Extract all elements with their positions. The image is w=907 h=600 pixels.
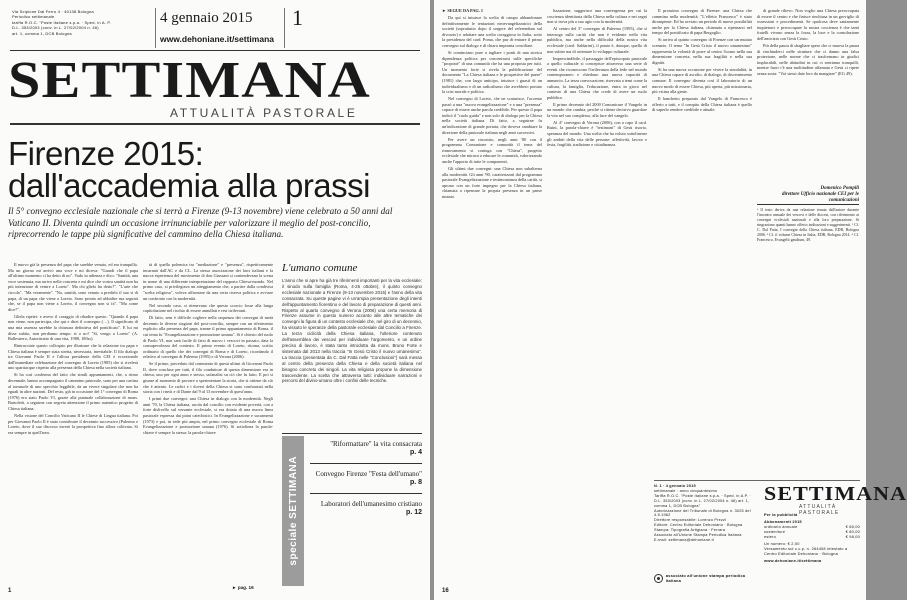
imprint-site[interactable]: www.dehoniane.it/settimana [764,558,822,563]
headline-line-1: Firenze 2015: [8,135,204,172]
toc-item-page: p. 8 [409,478,422,486]
toc-item-title: Laboratori dell'umanesimo cristiano [320,500,422,508]
signature-role: direttore Ufficio nazionale CEI per le comunicazioni [782,192,859,204]
issue-number: 1 [292,5,303,30]
header-divider-2 [284,8,285,48]
special-spine [282,436,304,586]
article-column-1: Il nuovo già la presenza del papa che sarebbe venuto, ed era tranquillo. Ma un giorno mi arrivò una voce e mi diceva: "Guardi che il papa all'ultimo momento ci ha detto di no". Vado in udienza e dico: "Santità, una voce sostenuta, ma arrivo nella concreta e mi dice che vostra santità non ha più intenzione di venire a Loreto". Ma chi glielo ha detto?". "L'arte che circola". "Ma veramente". "No, santità, sono venuto a predirlo il suo sì di papa, di un papa che viene a Loreto. Sono pronto ad ubbidire ma seguirà che, se il papa non viene a Loreto, il convegno non si fa". "Ma come dice?". Gliela ripetei: e avevo il coraggio di ribadire questo. "Quando il papa non viene, non partecipa, che qui e direi il convegno (…). Il significato di una mia assenza sarebbe la chiusura definitiva del pontificato". E lui mi disse subito, non perdiamo tempo: sì o no? "Sì, vengo a Loreto" (A. Ballestrero, Autoritratto di una vita, 1988, 180ss). Rintracciate questo colloquio per illustrare che la relazione tra papa e Chiesa italiana è sempre stata stretta, necessaria, inevitabile. Il filo dialogo tra Giovanni Paolo II e l'allora presidente della CEI è eccezionale dall'immediate celebrazione del convegno di Loreto (1985) che si rivelerà uno spartiacque rispetto alla presenza della Chiesa nella società italiana. Si ha così conferma del fatto che simili appuntamenti, che, a ritmo decennale, hanno accompagnato il cammino pastorale, sono per una cartina al tornasole di uno specchio leggibile, da un vivere singolare che non ha eguali in altre nazioni. Del resto, già in occasione del 1° convegno di Roma (1976) era stato Paolo VI, grazie alla puntuale collaborazione di mons. Bartoletti, a seguirne con segreta attenzione il primo autentico progetto di Chiesa italiana. Nella visione del Concilio Vaticano II le Chiese di Lingua italiana. Poi per Giovanni Paolo II è stato contribuire il decennio successivo (Palermo e Loreto, dove il suo discorso inverò la prospettiva fino allora coltivata. Si era sempre in quell'area. [8,262,138,435]
subscription-row: ordinario annuale € 65,00 [764,524,860,529]
article-column-1: ► SEGUE DA PAG. 1 Da qui si intuisce la scelta di campo abbandonare definitivamente le tentazioni neoevangelizzatrici della società (soprattutto dopo il sorgere del referendum sul divorzio) e adottare una scelta coraggiosa in Italia, sotto la presidenza del card. Poma, che pur di entrare il primo convegno sul dialogo e di chiara impronta conciliare. Si cominciano pure a tagliare i ponti di una storica dipendenza politica per concentrarsi sulle specifiche "proposte" di una comunità che ha una proposta per tutti. Un momento forte si rivela la pubblicazione del documento "La Chiesa italiana e le prospettive del paese" (1981) che, con largo anticipo, intuisce i guasti di un individualismo e di un radicalismo che avrebbero portato la crisi morale e politica. Nel convegno di Loreto, che ne scaturisce, l'accento passò a una "nuova evangelizzazione" e a una "presenza" capace di essere anche parola credibile. Per questo il papa indicò il "ruolo guida" e non solo di dialogo per la Chiesa nella società italiana. Di fatto, a seguirne fu un'indicazione di grande portata, che doveva cambiare la direzione della pastorale italiana negli anni successivi. Per avere un riscontro, negli anni '80 con il programma Comunione e comunità il tema del rinnovamento si coniuga con "Chiesa", progetto ecclesiale che mirava a educare le comunità, valorizzando anche l'apporto di tutte le componenti. Gli ultimi due convegni: una Chiesa non subalterna alla modernità. Gli anni '90, caratterizzati dal programma pastorale Evangelizzazione e testimonianza della carità, si aprono con un forte impegno per la Chiesa italiana, chiamata a ripensare la propria presenza in un paese mutato. [442,8,542,199]
toc-item[interactable] [310,470,422,487]
single-issue: Un numero: € 2,00 [764,541,800,546]
inside-page [434,0,907,600]
imprint-rule [654,480,860,481]
toc-item-title: "Riformattare" la vita consacrata [330,440,422,448]
article-column-2: tà di quella polemica tra "mediazione" e "presenza", rispettivamente incarnati dall'AC e da CL. La stessa associazione dei laici italiani e la nuova esperienza del movimento di don Giussani si contendevano la scena in nome di una differente interpretazione del rapporto Chiesa-mondo. Nel primo caso, si privilegiava un atteggiamento che, a partire dalla condivisa "scelta religiosa", voleva affrontare da una certa riserva politica e avviare un confronto con la modernità. Nel secondo caso, si ritenevano che questo scorcio fosse alla lunga capitolazione nel rischio di essere annullati e resi irrilevanti. Di fatto, sem è difficile cogliere nella sequenza dei convegni di metà decennio le diverse stagioni del post-concilio, sempre con un riferimento esplicito alla presenza del papa, tranne il primo appuntamento di Roma, il cui tema fu "Evangelizzazione e promozione umana". Si è chiesto del ruolo di Paolo VI, non sarà facile di farsi di nuovo i vescovi in passato, data la consapevolezza del contesto. Il primo evento di Loreto, ritorna, scritto ordinario di quello che dei convegni di Roma e di Loreto, ricordando il relativo al convegno di Palermo (1995) e di Verona (2006). Se il primo, preceduto dal commento di questi ultimi di Giovanni Paolo II, dove concluse per tutti, il filo conduttore di questa dimensione era in chiesa, uno per ogni anno e stesso, un'analisi su ciò che fu fatto. E poi si giunse al momento di provare a sperimentare la storia, che si ottiene da ciò che è attento. Le radici e i doveri della Chiesa si sono confrontati nella storia con i rinvii e di Dante dal 9 al 13 novembre di quest'anno. I primi due convegni: una Chiesa in dialogo con la modernità. Negli anni '70, la Chiesa italiana, uscita dal concilio con evidente povertà, con a forte dislivello sul versante ecclesiale, si era dotata di una nuova linea pastorale espressa dai piani catechistici. In Evangelizzazione e sacramenti (1973) e poi, in sede più ampia, nel primo convegno ecclesiale di Roma Evangelizzazione e promozione umana (1976). Si sottolinea la parola-chiave è sempre la stessa: la parola-chiave [143,262,273,435]
subscriptions-title: Abbonamenti 2015 [764,519,802,524]
publisher-info: Via Scipione Dal Ferro 4 · 40138 Bologna Periodico settimanale tariffa R.O.C. "Poste Italiane s.p.a. · Sped. in A. P. D.L. 353/2003 (conv. in L. 27/02/2004 n. 46) art. 1, comma 1, DCB Bologna [12,9,112,36]
uspi-badge [654,574,758,584]
footnote-rule [757,204,859,205]
masthead-rule [10,123,420,125]
imprint-right [764,512,860,563]
toc-item[interactable] [310,500,422,517]
table-of-contents [310,440,422,517]
masthead: SETTIMANA [8,52,371,109]
uspi-logo-icon [654,574,663,583]
page-number: 1 [8,588,12,594]
front-page [0,0,430,600]
headline [8,135,370,204]
imprint-masthead-subtitle: ATTUALITÀ PASTORALE [799,504,840,516]
continued-from: ► SEGUE DA PAG. 1 [442,8,484,13]
signature-name: Domenico Pompili [820,186,859,191]
sidebar-text: L'anno che si apre ha già tre riferimenti importanti per la vita ecclesiale: il sinodo sulla famiglia (Roma, 4-25 ottobre), il quinto convegno ecclesiale nazionale a Firenze (9-13 novembre 2015) e l'anno della vita consacrata. Su queste pagine vi è un'ampia presentazione degli intenti dell'appuntamento fiorentino e del lavoro di preparazione di questi anni. Rispetto al quarto convegno di Verona (2006) una certa memoria di Firenze assume in questo numero accanto alle altre tematiche dei convegni la figura di un contesto ecclesiale che, nel giro di un decennio, ha vissuto le speranze della pastorale ecclesiale dal Concilio a Firenze. La terza ciclicità della Chiesa italiana, l'ulteriore contenuto dell'assemblea dei vescovi per individuare l'argomento, e un ordine preciso di lavoro, è stata tanto introdotta da mons. Bruno Forte e sistemata dal 2013 nella traccia "In Gesù Cristo il nuovo umanesimo". La traccia (presentata da C. Dal Fatta nelle "Conclusioni") sarà messa al centro della presenza della Chiesa e della società italiana nel bisogno concreto dei singoli. La vita religiosa propone la dimensione trascendente. La scelta che attraversa tutti: individuare narrazioni e percorsi del divino-umano oltre i confini delle tecniche. [282,278,422,384]
author-signature [757,186,859,205]
page-number: 16 [442,588,449,594]
article-column-3: Il prossimo convegno di Firenze: una Chiesa che cammina nella modernità. "L'effetto Francesco" è stato dirompente. Ed ha avviato un periodo di nuove possibilità anche per la Chiesa italiana, chiamata a ripensarsi nel tempo del pontificato di papa Bergoglio. Si arriva al quinto convegno di Firenze con un mutato scenario. Il tema "In Gesù Cristo il nuovo umanesimo" rappresenta la volontà di porre al centro l'uomo nella sua dimensione concreta, nella sua fragilità e nella sua dignità. Si ha una nuova occasione per vivere la sinodalità, in una Chiesa capace di ascolto, di dialogo, di discernimento comune. Il convegno diventa così il laboratorio di un nuovo modo di essere Chiesa, più aperta, più missionaria, più vicina alla gente. Il banchetto preparato dal Vangelo di Francesco è offerto a tutti, e il compito della Chiesa italiana è quello di saperlo rendere credibile e attuale. [652,8,752,113]
website[interactable]: www.dehoniane.it/settimana [160,34,274,44]
spine-label: speciale SETTIMANA [287,456,299,566]
subscription-row: sostenitore € 80,00 [764,529,860,534]
headline-line-2: dall'accademia alla prassi [8,167,370,204]
toc-rule [310,493,422,494]
masthead-subtitle: ATTUALITÀ PASTORALE [170,106,358,120]
header-divider [155,8,156,48]
article-column-4: di grande rilievo. Non voglio una Chiesa preoccupata di essere il centro e che finisce rinchiusa in un groviglio di ossessioni e procedimenti. Se qualcosa deve santamente inquietarci e preoccupare la nostra coscienza è che tanti fratelli vivono senza la forza, la luce e la consolazione dell'amicizia con Gesù Cristo. Più della paura di sbagliare spero che ci muova la paura di rinchiuderci nelle strutture che ci danno una falsa protezione, nelle norme che ci trasformano in giudici implacabili, nelle abitudini in cui ci sentiamo tranquilli, mentre fuori c'è una moltitudine affamata e Gesù ci ripete senza sosta: "Voi stessi date loro da mangiare" (EG 49). [757,8,859,76]
advertising-title: Per la pubblicità [764,512,798,517]
toc-item-page: p. 4 [409,448,422,456]
continued-link[interactable]: ► pag. 16 [232,585,254,590]
toc-top-rule [282,433,422,434]
payment-info: Versamento sul c.c.p. n. 264408 intestato a Centro Editoriale Dehoniano · Bologna [764,546,848,556]
toc-item-page: p. 12 [406,508,422,516]
uspi-label: associato all'unione stampa periodica italiana [665,573,746,583]
sidebar-title: L'umano comune [282,262,358,274]
toc-item[interactable] [310,440,422,457]
imprint-masthead: SETTIMANA [764,483,907,505]
article-column-2: lizzazione, suggerisce una convergenza per cui la coscienza identitaria della Chiesa nella cultura e nei segni non si trova più a suo agio con la modernità. Al centro del 3° convegno di Palermo (1995), che si interroga sulla carità che non è evidente nella vita pubblica, ma anche nella difficoltà della nostra vita ecclesiale (card. Saldarini), il punto è, dunque, quello di non subire ma di orientare lo sviluppo culturale. Imprescindibile, il passaggio dell'episcopato pastorale a quello culturale si concepisce attraverso una serie di eventi che riconoscono l'irrilevanza della fede nel mondo contemporaneo e chiedono una nuova capacità di annuncio. La terza convocazione, riservata a temi come la cultura, la famiglia, l'educazione, entra in gioco nel contesto di una Chiesa che crede di avere un ruolo pubblico. Il primo decennio del 2000 Comunicare il Vangelo in un mondo che cambia, perché si ritiene decisivo guardare la vita nel suo complesso, alla luce del vangelo. Al 4° convegno di Verona (2006), con a capo il card. Ruini, la parola-chiave è "testimoni" di Gesù risorto, speranza del mondo. Una scelta che ha voluto sottolineare gli ambiti della vita delle persone: affettività, lavoro e festa, fragilità, tradizione e cittadinanza. [547,8,647,148]
footnotes: ¹ Il testo deriva da una relazione tenuta dall'autore durante l'incontro annuale dei vescovi e delle diocesi, con riferimento ai convegni ecclesiali nazionali e alla loro preparazione. Si ringraziano quanti hanno offerto indicazioni e suggerimenti. ² Cf. C. Dal Fatta, I convegni della Chiesa italiana, EDB, Bologna 2006. ³ Cf. il volume Chiesa in Italia, EDB, Bologna 2014. ⁴ Cf. Francesco, Evangelii gaudium, 49. [757,208,859,242]
issue-date: 4 gennaio 2015 [160,10,253,26]
top-rule [10,50,420,51]
toc-item-title: Convegno Firenze "Festa dell'umano" [315,470,422,478]
imprint-left: N. 1 · 4 gennaio 2015 settimanale · anno cinquantesimo Tariffa R.O.C. "Poste Italiane s.p.a. · Sped. in A.P. · D.L. 353/2003 (conv. in L. 27/02/2004 n. 46) art. 1, comma 1, DCB Bologna" Autorizzazione del Tribunale di Bologna n. 3025 del 4.5.1962 Direttore responsabile: Lorenzo Prezzi Editore: Centro Editoriale Dehoniano · Bologna Stampa: Tipografia Artigiana · Ferrara Associato all'Unione Stampa Periodica Italiana E-mail: settimana@dehoniane.it [654,484,751,542]
toc-rule [310,463,422,464]
subscription-row: estero € 98,00 [764,534,860,539]
lead-paragraph: Il 5° convegno ecclesiale nazionale che si terrà a Firenze (9-13 novembre) viene celebrato a 50 anni dal Vaticano II. Diventa quindi un occasione irrinunciabile per valorizzare il meglio del post-concilio, riprecorrendo le tappe più significative del cammino della Chiesa italiana. [8,206,393,239]
